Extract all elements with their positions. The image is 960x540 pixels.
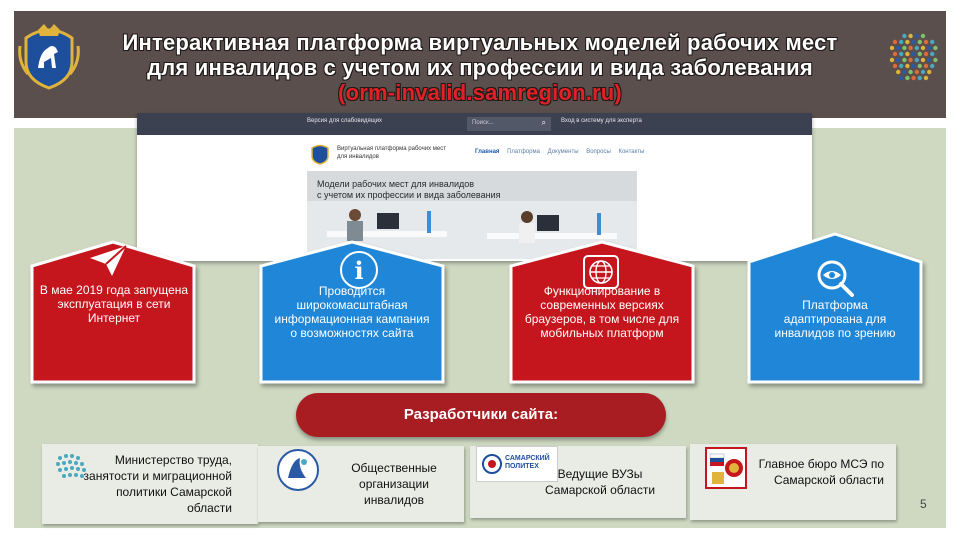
expert-login-link[interactable]: Вход в систему для эксперта bbox=[561, 118, 642, 124]
site-nav-item[interactable]: Главная bbox=[475, 149, 500, 155]
site-url: (orm-invalid.samregion.ru) bbox=[338, 80, 622, 105]
info-icon: i bbox=[340, 251, 378, 289]
site-hero-text bbox=[317, 179, 517, 201]
card-campaign-text: Проводится широкомасштабная информационная кампания о возможностях сайта bbox=[274, 284, 430, 340]
site-preview bbox=[137, 113, 812, 261]
eye-magnifier-icon bbox=[815, 258, 855, 298]
hero-line-2: с учетом их профессии и вида заболевания bbox=[317, 190, 501, 200]
card-launch-text: В мае 2019 года запущена эксплуатация в сети Интернет bbox=[39, 283, 189, 325]
public-org-logo-icon bbox=[276, 448, 320, 492]
org-public bbox=[258, 446, 464, 522]
site-nav bbox=[475, 149, 650, 155]
accessibility-link[interactable]: Версия для слабовидящих bbox=[307, 118, 383, 124]
site-nav-item[interactable]: Платформа bbox=[507, 149, 540, 155]
site-nav-item[interactable]: Вопросы bbox=[586, 149, 611, 155]
org-mse-text: Главное бюро МСЭ по Самарской области bbox=[758, 457, 884, 487]
org-mse bbox=[690, 444, 896, 520]
mse-bureau-logo-icon bbox=[704, 446, 748, 490]
dotted-globe-logo-icon bbox=[886, 28, 942, 88]
developers-label bbox=[296, 393, 666, 437]
page-number: 5 bbox=[920, 497, 927, 511]
developers-label-text: Разработчики сайта: bbox=[403, 406, 559, 423]
site-topbar bbox=[137, 113, 812, 135]
paper-plane-icon bbox=[88, 244, 128, 278]
site-nav-item[interactable]: Документы bbox=[547, 149, 579, 155]
org-universities-text: Ведущие ВУЗы Самарской области bbox=[544, 467, 656, 497]
title-line-2: для инвалидов с учетом их профессии и вида заболевания bbox=[147, 55, 813, 80]
card-browsers-text: Функционирование в современных версиях браузеров, в том числе для мобильных платформ bbox=[524, 284, 680, 340]
hero-line-1: Модели рабочих мест для инвалидов bbox=[317, 179, 475, 189]
site-search-input[interactable] bbox=[467, 117, 551, 131]
page-title bbox=[70, 30, 890, 105]
org-public-text: Общественные организации инвалидов bbox=[351, 461, 437, 507]
card-accessibility-text: Платформа адаптирована для инвалидов по зрению bbox=[774, 298, 896, 340]
org-ministry bbox=[42, 444, 258, 524]
org-ministry-text: Министерство труда, занятости и миграционной политики Самарской области bbox=[83, 453, 232, 515]
search-placeholder: Поиск... bbox=[472, 120, 494, 126]
site-name: Виртуальная платформа рабочих мест для инвалидов bbox=[337, 146, 446, 160]
org-universities bbox=[470, 446, 686, 518]
polytech-logo-text: САМАРСКИЙ ПОЛИТЕХ bbox=[505, 455, 550, 470]
site-coat-icon bbox=[309, 143, 331, 165]
polytech-emblem-icon bbox=[481, 453, 503, 475]
search-icon[interactable]: ⌕ bbox=[541, 118, 546, 127]
site-nav-item[interactable]: Контакты bbox=[618, 149, 645, 155]
title-line-1: Интерактивная платформа виртуальных моделей рабочих мест bbox=[122, 30, 838, 55]
